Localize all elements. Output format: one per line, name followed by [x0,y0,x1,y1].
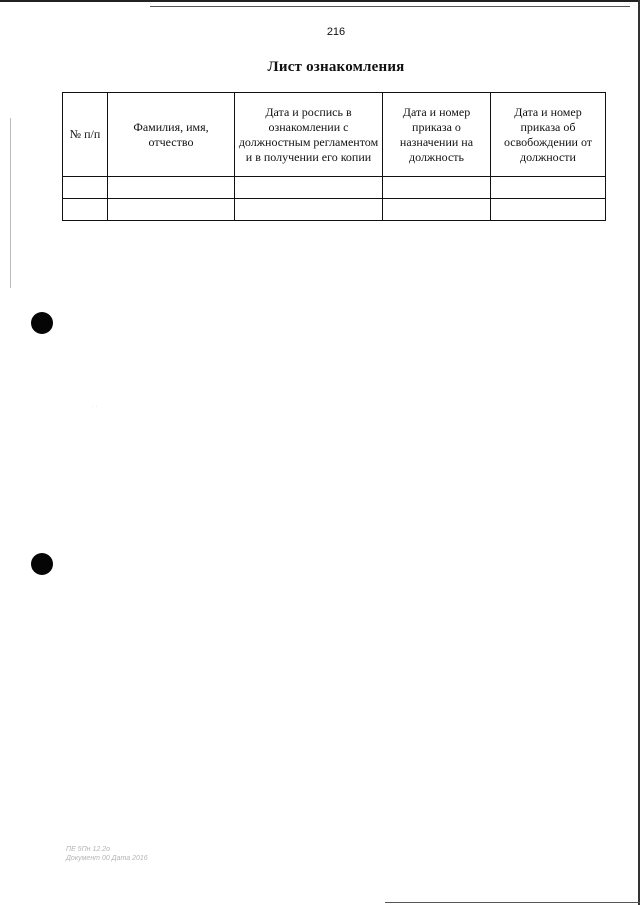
header-dismissal-order: Дата и номер приказа об освобождении от должности [491,93,606,177]
table-row [63,199,606,221]
footer-stamp [66,845,148,863]
acknowledgement-table [62,92,606,221]
table-cell [63,177,108,199]
scan-line-top [150,6,630,7]
table-cell [235,199,383,221]
table-header-row [63,93,606,177]
table-cell [108,177,235,199]
sheet-title: Лист ознакомления [267,59,405,75]
header-full-name: Фамилия, имя, отчество [108,93,235,177]
scan-line-left [10,118,11,288]
scan-line-bottom [385,902,640,903]
header-number: № п/п [63,93,108,177]
table-cell [383,199,491,221]
footer-stamp-line: ПЕ 5Пн 12.2о [66,846,110,853]
header-signature-date: Дата и роспись в ознакомлении с должностным регламентом и в получении его копии [235,93,383,177]
table-row [63,177,606,199]
table-cell [108,199,235,221]
scan-speck: · · [92,404,98,410]
scan-border-top [0,0,640,2]
table-cell [491,177,606,199]
footer-stamp-line: Документ 00 Дата 2016 [66,855,148,862]
table-cell [235,177,383,199]
page-number: 216 [326,26,346,38]
table-cell [63,199,108,221]
table-cell [491,199,606,221]
table-cell [383,177,491,199]
header-appointment-order: Дата и номер приказа о назначении на должность [383,93,491,177]
punch-hole-icon [31,553,53,575]
punch-hole-icon [31,312,53,334]
